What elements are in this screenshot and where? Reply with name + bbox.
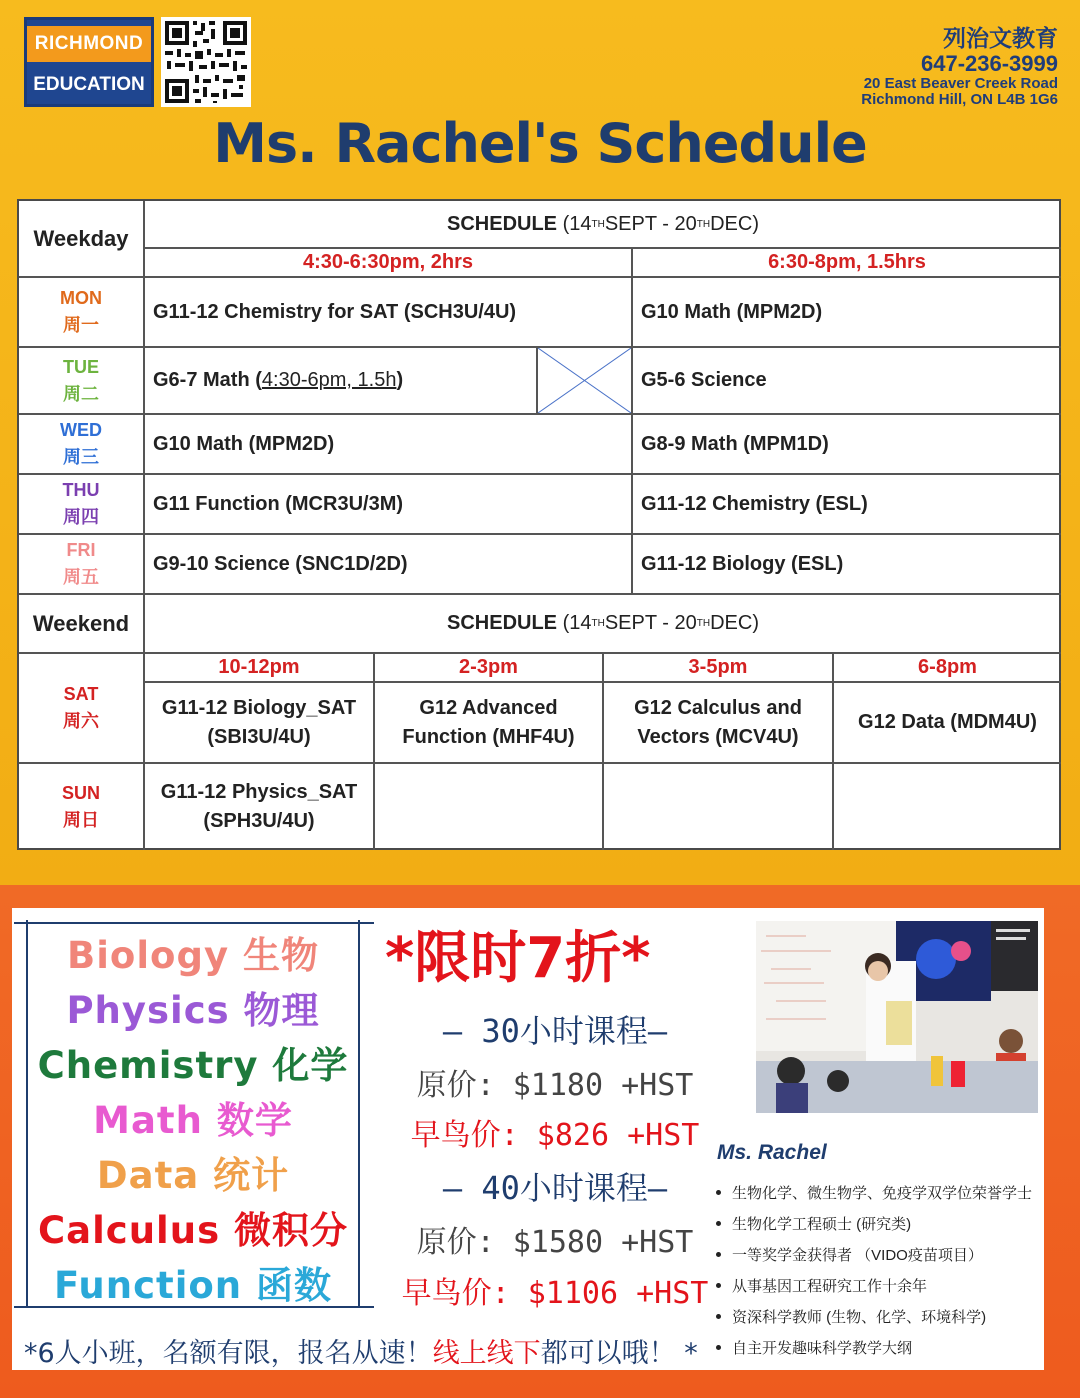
day-cn: 周日 [63, 810, 99, 830]
day-en: MON [60, 288, 102, 308]
thu-slot2-class: G11-12 Chemistry (ESL) [641, 492, 868, 515]
day-en: SUN [61, 783, 100, 803]
day-cn: 周五 [63, 567, 99, 587]
class-line2: (SPH3U/4U) [203, 810, 315, 832]
day-en: TUE [63, 356, 99, 377]
weekend-slot1: 10-12pm [218, 656, 300, 678]
weekend-slot4: 6-8pm [918, 656, 977, 678]
subject-biology: Biology 生物 [67, 934, 319, 977]
day-en: SAT [63, 684, 99, 704]
course-30h-original-price: 原价: $1180 +HST [416, 1068, 694, 1103]
address-line1: 20 East Beaver Creek Road [863, 75, 1058, 92]
class-time-note: 4:30-6pm, 1.5h [261, 369, 397, 391]
weekday-label: Weekday [33, 225, 129, 251]
mon-slot2-class: G10 Math (MPM2D) [641, 300, 823, 323]
logo-line1: RICHMOND [27, 26, 151, 62]
weekend-schedule-header [145, 595, 1061, 652]
sale-headline: *限时7折* [385, 926, 651, 991]
crossed-out-cell [538, 348, 631, 413]
day-fri [19, 535, 143, 593]
range-open: (14 [562, 212, 592, 235]
sat-slot4-class: G12 Data (MDM4U) [858, 711, 1037, 733]
logo-line2: EDUCATION [33, 74, 145, 95]
subjects-frame-right [358, 920, 360, 1306]
class-name: G6-7 Math ( [153, 369, 262, 391]
class-line2: Vectors (MCV4U) [637, 725, 799, 748]
qr-code-icon[interactable] [161, 17, 251, 107]
range-sup2: TH [696, 218, 711, 230]
fri-slot1-class: G9-10 Science (SNC1D/2D) [153, 552, 408, 575]
course-30h-early-price: 早鸟价: $826 +HST [410, 1118, 700, 1153]
footer-online-offline: 线上线下 [432, 1338, 541, 1369]
day-en: WED [60, 420, 102, 440]
company-name-cn: 列治文教育 [943, 25, 1058, 51]
class-line1: G12 Calculus and [634, 696, 802, 719]
subject-function: Function 函数 [53, 1264, 333, 1307]
subject-calculus: Calculus 微积分 [37, 1209, 348, 1252]
weekend-slot3: 3-5pm [688, 656, 748, 678]
day-sat [19, 654, 143, 762]
weekend-slot2: 2-3pm [459, 656, 518, 678]
class-line1: G12 Advanced [419, 696, 558, 719]
bio-item: 自主开发趣味科学教学大纲 [716, 1333, 1032, 1364]
range-close: DEC) [710, 612, 759, 634]
sat-slot1-class [145, 683, 373, 762]
subjects-frame-top [14, 922, 374, 924]
course-40h-heading: – 40小时课程– [442, 1169, 668, 1207]
range-close: DEC) [710, 212, 759, 235]
teacher-bio-list [716, 1178, 1032, 1364]
richmond-education-logo [24, 17, 154, 107]
subject-chemistry: Chemistry 化学 [37, 1044, 349, 1087]
range-sup1: TH [591, 618, 605, 629]
tue-slot2-class: G5-6 Science [641, 369, 767, 391]
footer-note [24, 1331, 698, 1370]
footer-part1: *6人小班，名额有限，报名从速！ [24, 1338, 433, 1369]
course-30h-heading: – 30小时课程– [442, 1012, 668, 1050]
address-line2: Richmond Hill, ON L4B 1G6 [861, 91, 1058, 108]
day-en: THU [62, 480, 100, 500]
class-close: ) [396, 369, 404, 391]
wed-slot2-class: G8-9 Math (MPM1D) [641, 432, 829, 455]
course-40h-original-price: 原价: $1580 +HST [416, 1225, 694, 1260]
sat-slot3-class [604, 683, 832, 762]
bio-item: 资深科学教师 (生物、化学、环境科学) [716, 1302, 1032, 1333]
day-cn: 周一 [63, 315, 99, 335]
schedule-word: SCHEDULE [447, 212, 558, 235]
day-cn: 周六 [63, 711, 99, 731]
schedule-word: SCHEDULE [447, 612, 558, 634]
range-sup1: TH [591, 218, 605, 230]
footer-part3: 都可以哦！ * [540, 1338, 698, 1369]
weekend-label: Weekend [32, 610, 130, 636]
sun-slot1-class [145, 764, 373, 850]
subject-data: Data 统计 [96, 1154, 290, 1197]
teacher-name: Ms. Rachel [717, 1141, 827, 1164]
class-line2: Function (MHF4U) [402, 725, 575, 748]
bio-item: 生物化学工程硕士 (研究类) [716, 1209, 1032, 1240]
schedule-table [17, 199, 1061, 850]
tue-slot1-class [145, 348, 536, 413]
range-sup2: TH [696, 618, 711, 629]
bio-item: 生物化学、微生物学、免疫学双学位荣誉学士 [716, 1178, 1032, 1209]
course-40h-early-price: 早鸟价: $1106 +HST [401, 1276, 709, 1311]
contact-info [861, 24, 1058, 108]
subject-physics: Physics 物理 [66, 989, 320, 1032]
range-mid: SEPT - 20 [604, 212, 697, 235]
class-line1: G11-12 Biology_SAT [161, 696, 357, 719]
class-line1: G11-12 Physics_SAT [160, 781, 358, 803]
day-cn: 周四 [63, 507, 99, 527]
day-en: FRI [66, 540, 96, 560]
class-line2: (SBI3U/4U) [207, 725, 311, 748]
day-sun [19, 764, 143, 850]
page-title: Ms. Rachel's Schedule [213, 112, 867, 175]
sat-slot2-class [375, 683, 602, 762]
bio-item: 从事基因工程研究工作十余年 [716, 1271, 1032, 1302]
weekday-slot2: 6:30-8pm, 1.5hrs [768, 251, 926, 273]
day-wed [19, 415, 143, 473]
day-cn: 周二 [63, 383, 99, 404]
weekday-slot1: 4:30-6:30pm, 2hrs [302, 251, 474, 273]
range-open: (14 [562, 612, 592, 634]
range-mid: SEPT - 20 [604, 612, 697, 634]
mon-slot1-class: G11-12 Chemistry for SAT (SCH3U/4U) [153, 300, 517, 323]
teacher-photo [756, 921, 1038, 1113]
weekday-schedule-header [145, 201, 1061, 247]
day-cn: 周三 [63, 447, 99, 467]
day-thu [19, 475, 143, 533]
bio-item: 一等奖学金获得者 （VIDO疫苗项目） [716, 1240, 1032, 1271]
phone-number[interactable]: 647-236-3999 [920, 51, 1058, 76]
day-tue [19, 348, 143, 413]
fri-slot2-class: G11-12 Biology (ESL) [641, 552, 844, 575]
wed-slot1-class: G10 Math (MPM2D) [153, 432, 335, 455]
subject-math: Math 数学 [93, 1099, 293, 1142]
thu-slot1-class: G11 Function (MCR3U/3M) [153, 492, 404, 515]
day-mon [19, 278, 143, 346]
